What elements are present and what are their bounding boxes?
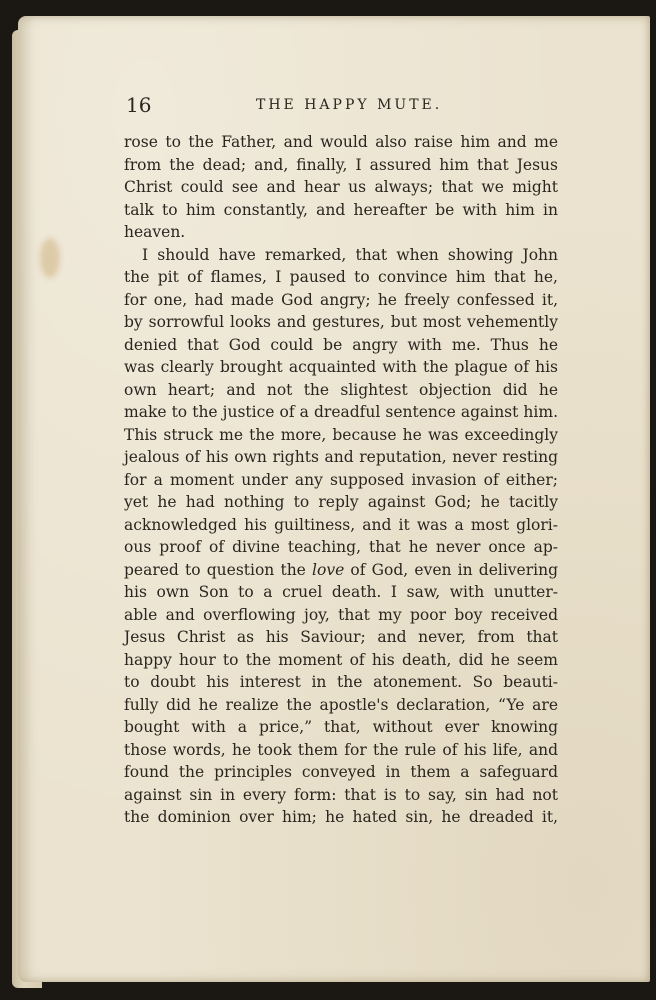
text-line: acknowledged his guiltiness, and it was a most glori- [124, 515, 558, 534]
text-line: bought with a price,” that, without ever knowing [124, 718, 558, 736]
page-header [126, 93, 556, 119]
text-line: by sorrowful looks and gestures, but most vehemently [124, 313, 558, 331]
text-line [124, 559, 558, 582]
text-line: those words, he took them for the rule of his life, and [124, 740, 558, 759]
italic-word: love [312, 560, 345, 579]
text-line: happy hour to the moment of his death, did he seem [124, 650, 558, 669]
text-line: ous proof of divine teaching, that he never once ap- [124, 538, 558, 556]
text-line: the pit of flames, I paused to convince him that he, [124, 268, 558, 286]
running-title: THE HAPPY MUTE. [256, 97, 443, 113]
text-line: denied that God could be angry with me. Thus he [124, 335, 558, 354]
text-line: was clearly brought acquainted with the plague of his [124, 358, 558, 376]
text-line: fully did he realize the apostle's declaration, “Ye are [124, 695, 558, 714]
text-line: the dominion over him; he hated sin, he dreaded it, [124, 808, 558, 826]
text-segment: peared to question the [124, 560, 313, 579]
text-line: own heart; and not the slightest objection did he [124, 380, 558, 399]
text-line: jealous of his own rights and reputation, never resting [124, 448, 558, 466]
text-line: make to the justice of a dreadful sentence against him. [124, 403, 558, 421]
text-line: his own Son to a cruel death. I saw, with unutter- [124, 583, 558, 601]
text-line: I should have remarked, that when showing John [142, 245, 558, 264]
text-line: for a moment under any supposed invasion of either; [124, 470, 558, 489]
text-line: This struck me the more, because he was exceedingly [124, 425, 558, 444]
text-line: Christ could see and hear us always; that we might [124, 178, 558, 196]
text-line: talk to him constantly, and hereafter be with him in [124, 200, 558, 219]
text-line: rose to the Father, and would also raise him and me [124, 133, 558, 151]
paper-stain [40, 238, 60, 278]
text-segment: of God, even in delivering [344, 560, 558, 579]
text-line: from the dead; and, finally, I assured him that Jesus [124, 155, 558, 174]
text-line: for one, had made God angry; he freely confessed it, [124, 290, 558, 309]
text-line: Jesus Christ as his Saviour; and never, from that [124, 628, 558, 646]
text-line: heaven. [124, 223, 186, 241]
text-line: to doubt his interest in the atonement. So beauti- [124, 673, 558, 691]
text-line: yet he had nothing to reply against God; he tacitly [124, 493, 558, 511]
text-line: found the principles conveyed in them a safeguard [124, 763, 558, 781]
text-line: against sin in every form: that is to say, sin had not [124, 785, 558, 804]
text-line: able and overflowing joy, that my poor boy received [124, 605, 558, 624]
page-number: 16 [126, 93, 152, 117]
body-text [124, 131, 558, 829]
